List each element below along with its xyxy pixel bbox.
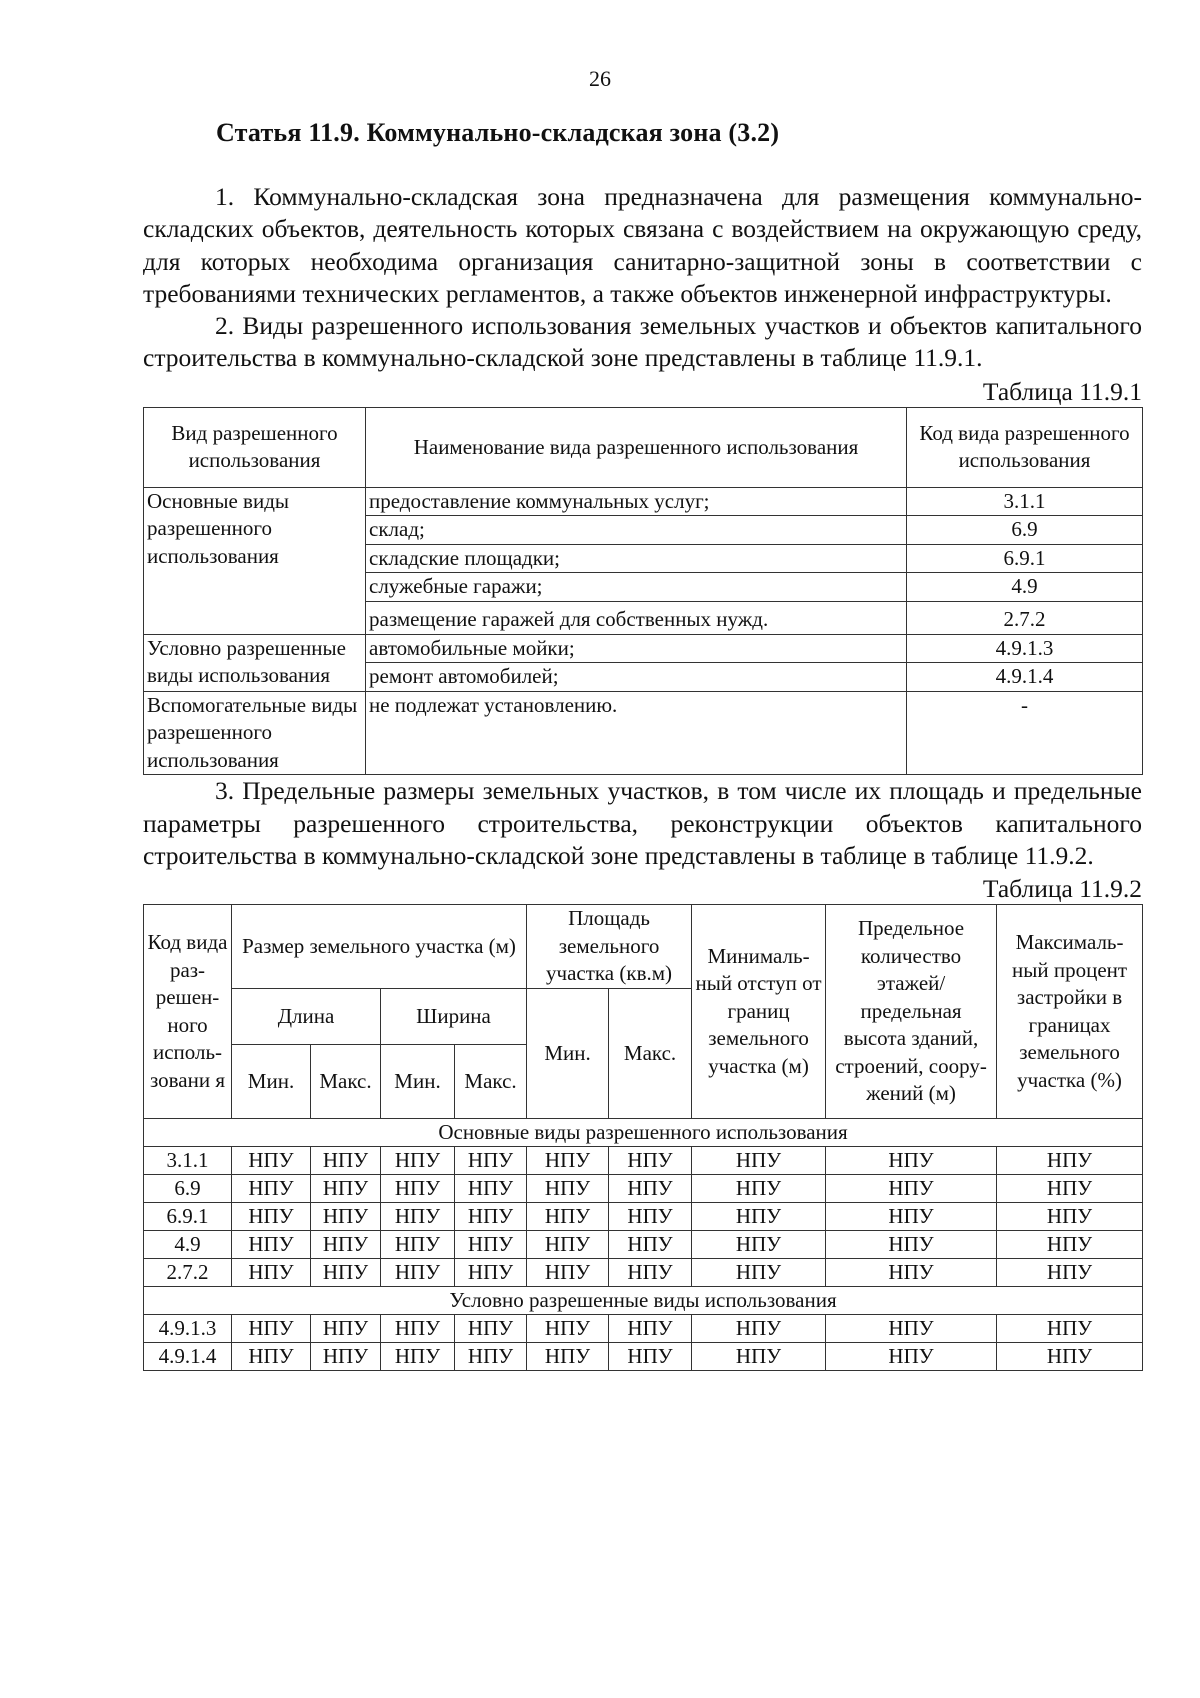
- page-number: 26: [589, 66, 611, 91]
- table2-cell-setback: НПУ: [692, 1203, 826, 1231]
- table2-header-coverage: Максималь-ный процент застройки в границах земельного участка (%): [997, 905, 1143, 1119]
- table2-cell-floors: НПУ: [826, 1231, 997, 1259]
- table2-cell-length-min: НПУ: [232, 1147, 311, 1175]
- table2-cell-area-max: НПУ: [609, 1175, 692, 1203]
- paragraph-3: 3. Предельные размеры земельных участков, в том числе их площадь и предельные параметры разрешенного строительства, реконструкции объектов капитального строительства в коммунально-складской зоне представлены в таблице в таблице 11.9.2.: [143, 776, 1142, 870]
- table2-cell-width-min: НПУ: [381, 1315, 455, 1343]
- table2-cell-width-min: НПУ: [381, 1231, 455, 1259]
- table2-row: [144, 1259, 1143, 1287]
- table1-row-code: 6.9: [907, 516, 1143, 545]
- table2-cell-width-min: НПУ: [381, 1147, 455, 1175]
- table-11-9-2: [143, 904, 1143, 1371]
- paragraph-1: 1. Коммунально-складская зона предназначена для размещения коммунально-складских объектов, деятельность которых связана с воздействием на окружающую среду, для которых необходима организация санитарно-защитной зоны в соответствии с требованиями технических регламентов, а также объектов инженерной инфраструктуры.: [143, 182, 1142, 308]
- table2-cell-length-min: НПУ: [232, 1259, 311, 1287]
- table2-cell-width-max: НПУ: [455, 1203, 527, 1231]
- table2-cell-area-max: НПУ: [609, 1259, 692, 1287]
- table2-caption: Таблица 11.9.2: [982, 874, 1142, 904]
- table2-cell-floors: НПУ: [826, 1147, 997, 1175]
- table2-cell-area-min: НПУ: [527, 1175, 609, 1203]
- table2-cell-area-max: НПУ: [609, 1231, 692, 1259]
- table2-row: [144, 1147, 1143, 1175]
- table2-cell-floors: НПУ: [826, 1315, 997, 1343]
- table1-row-name: склад;: [366, 516, 907, 545]
- table2-cell-area-min: НПУ: [527, 1147, 609, 1175]
- table1-row-name: предоставление коммунальных услуг;: [366, 487, 907, 516]
- table2-header-length-min: Мин.: [232, 1045, 311, 1119]
- table2-cell-width-max: НПУ: [455, 1259, 527, 1287]
- table2-cell-length-min: НПУ: [232, 1315, 311, 1343]
- table2-cell-coverage: НПУ: [997, 1231, 1143, 1259]
- table2-cell-area-max: НПУ: [609, 1203, 692, 1231]
- table2-group-label: Условно разрешенные виды использования: [144, 1287, 1143, 1315]
- table1-row-name: размещение гаражей для собственных нужд.: [366, 601, 907, 634]
- table2-cell-area-min: НПУ: [527, 1231, 609, 1259]
- table2-cell-setback: НПУ: [692, 1231, 826, 1259]
- table2-cell-code: 4.9.1.4: [144, 1343, 232, 1371]
- table1-row-code: 4.9.1.4: [907, 663, 1143, 692]
- table1-row-name: ремонт автомобилей;: [366, 663, 907, 692]
- table2-cell-area-max: НПУ: [609, 1315, 692, 1343]
- table2-cell-setback: НПУ: [692, 1147, 826, 1175]
- table2-cell-setback: НПУ: [692, 1259, 826, 1287]
- document-body: [143, 181, 1142, 1371]
- table2-cell-length-min: НПУ: [232, 1343, 311, 1371]
- table2-header-floors: Предельное количество этажей/ предельная высота зданий, строений, соору-жений (м): [826, 905, 997, 1119]
- table1-row-name: служебные гаражи;: [366, 573, 907, 602]
- table2-cell-width-max: НПУ: [455, 1315, 527, 1343]
- table2-cell-floors: НПУ: [826, 1259, 997, 1287]
- table2-cell-code: 4.9: [144, 1231, 232, 1259]
- table2-cell-code: 6.9.1: [144, 1203, 232, 1231]
- table2-cell-length-max: НПУ: [311, 1231, 381, 1259]
- table2-cell-width-max: НПУ: [455, 1175, 527, 1203]
- table2-cell-code: 4.9.1.3: [144, 1315, 232, 1343]
- table2-header-code: Код вида раз-решен-ного исполь-зовани я: [144, 905, 232, 1119]
- table2-cell-coverage: НПУ: [997, 1175, 1143, 1203]
- table2-cell-length-max: НПУ: [311, 1259, 381, 1287]
- table2-cell-setback: НПУ: [692, 1315, 826, 1343]
- table2-cell-code: 6.9: [144, 1175, 232, 1203]
- table2-row: [144, 1203, 1143, 1231]
- table1-header-type: Вид разрешенного использования: [144, 407, 366, 487]
- table2-row: [144, 1343, 1143, 1371]
- table1-group-label: Условно разрешенные виды использования: [144, 634, 366, 691]
- table2-cell-code: 2.7.2: [144, 1259, 232, 1287]
- table1-row-code: 6.9.1: [907, 544, 1143, 573]
- table2-row: [144, 1231, 1143, 1259]
- paragraph-2: 2. Виды разрешенного использования земельных участков и объектов капитального строительства в коммунально-складской зоне представлены в таблице 11.9.1.: [143, 311, 1142, 373]
- table2-cell-coverage: НПУ: [997, 1343, 1143, 1371]
- table2-cell-floors: НПУ: [826, 1203, 997, 1231]
- table2-cell-width-min: НПУ: [381, 1259, 455, 1287]
- table2-cell-width-min: НПУ: [381, 1175, 455, 1203]
- table2-cell-code: 3.1.1: [144, 1147, 232, 1175]
- table2-cell-area-max: НПУ: [609, 1147, 692, 1175]
- table1-header-code: Код вида разрешенного использования: [907, 407, 1143, 487]
- table2-header-area-min: Мин.: [527, 989, 609, 1119]
- table2-cell-floors: НПУ: [826, 1343, 997, 1371]
- table2-header-length: Длина: [232, 989, 381, 1045]
- table1-row-name: автомобильные мойки;: [366, 634, 907, 663]
- table2-header-setback: Минималь-ный отступ от границ земельного участка (м): [692, 905, 826, 1119]
- table2-header-area: Площадь земельного участка (кв.м): [527, 905, 692, 989]
- table2-cell-coverage: НПУ: [997, 1203, 1143, 1231]
- table2-cell-width-max: НПУ: [455, 1231, 527, 1259]
- table2-cell-floors: НПУ: [826, 1175, 997, 1203]
- table1-row-name: складские площадки;: [366, 544, 907, 573]
- table2-cell-setback: НПУ: [692, 1343, 826, 1371]
- table2-header-area-max: Макс.: [609, 989, 692, 1119]
- table2-cell-length-max: НПУ: [311, 1203, 381, 1231]
- table2-cell-area-min: НПУ: [527, 1343, 609, 1371]
- table2-cell-length-max: НПУ: [311, 1315, 381, 1343]
- table2-cell-coverage: НПУ: [997, 1259, 1143, 1287]
- table1-row-code: 3.1.1: [907, 487, 1143, 516]
- table2-row: [144, 1175, 1143, 1203]
- table2-cell-setback: НПУ: [692, 1175, 826, 1203]
- table2-cell-width-max: НПУ: [455, 1343, 527, 1371]
- table2-header-width-max: Макс.: [455, 1045, 527, 1119]
- table2-group-label: Основные виды разрешенного использования: [144, 1119, 1143, 1147]
- table2-cell-coverage: НПУ: [997, 1147, 1143, 1175]
- table1-row-code: -: [907, 691, 1143, 775]
- table1-row-code: 4.9.1.3: [907, 634, 1143, 663]
- table2-row: [144, 1315, 1143, 1343]
- table2-cell-length-min: НПУ: [232, 1203, 311, 1231]
- table2-header-width: Ширина: [381, 989, 527, 1045]
- table2-cell-area-min: НПУ: [527, 1259, 609, 1287]
- table2-cell-width-min: НПУ: [381, 1343, 455, 1371]
- table2-header-length-max: Макс.: [311, 1045, 381, 1119]
- table-11-9-1: [143, 407, 1143, 776]
- table1-row-code: 2.7.2: [907, 601, 1143, 634]
- table2-cell-length-max: НПУ: [311, 1175, 381, 1203]
- table2-cell-length-min: НПУ: [232, 1175, 311, 1203]
- table2-cell-area-min: НПУ: [527, 1315, 609, 1343]
- table2-cell-width-min: НПУ: [381, 1203, 455, 1231]
- table2-cell-length-max: НПУ: [311, 1147, 381, 1175]
- table1-group-label: Основные виды разрешенного использования: [144, 487, 366, 634]
- table2-header-size: Размер земельного участка (м): [232, 905, 527, 989]
- table1-caption: Таблица 11.9.1: [982, 376, 1142, 406]
- table2-cell-area-min: НПУ: [527, 1203, 609, 1231]
- table2-cell-width-max: НПУ: [455, 1147, 527, 1175]
- table1-row-code: 4.9: [907, 573, 1143, 602]
- table2-cell-coverage: НПУ: [997, 1315, 1143, 1343]
- table1-header-name: Наименование вида разрешенного использования: [366, 407, 907, 487]
- article-title: Статья 11.9. Коммунально-складская зона (3.2): [216, 118, 780, 147]
- table2-header-width-min: Мин.: [381, 1045, 455, 1119]
- table2-cell-length-max: НПУ: [311, 1343, 381, 1371]
- table2-cell-area-max: НПУ: [609, 1343, 692, 1371]
- table2-cell-length-min: НПУ: [232, 1231, 311, 1259]
- table1-group-label: Вспомогательные виды разрешенного использования: [144, 691, 366, 775]
- table1-row-name: не подлежат установлению.: [366, 691, 907, 775]
